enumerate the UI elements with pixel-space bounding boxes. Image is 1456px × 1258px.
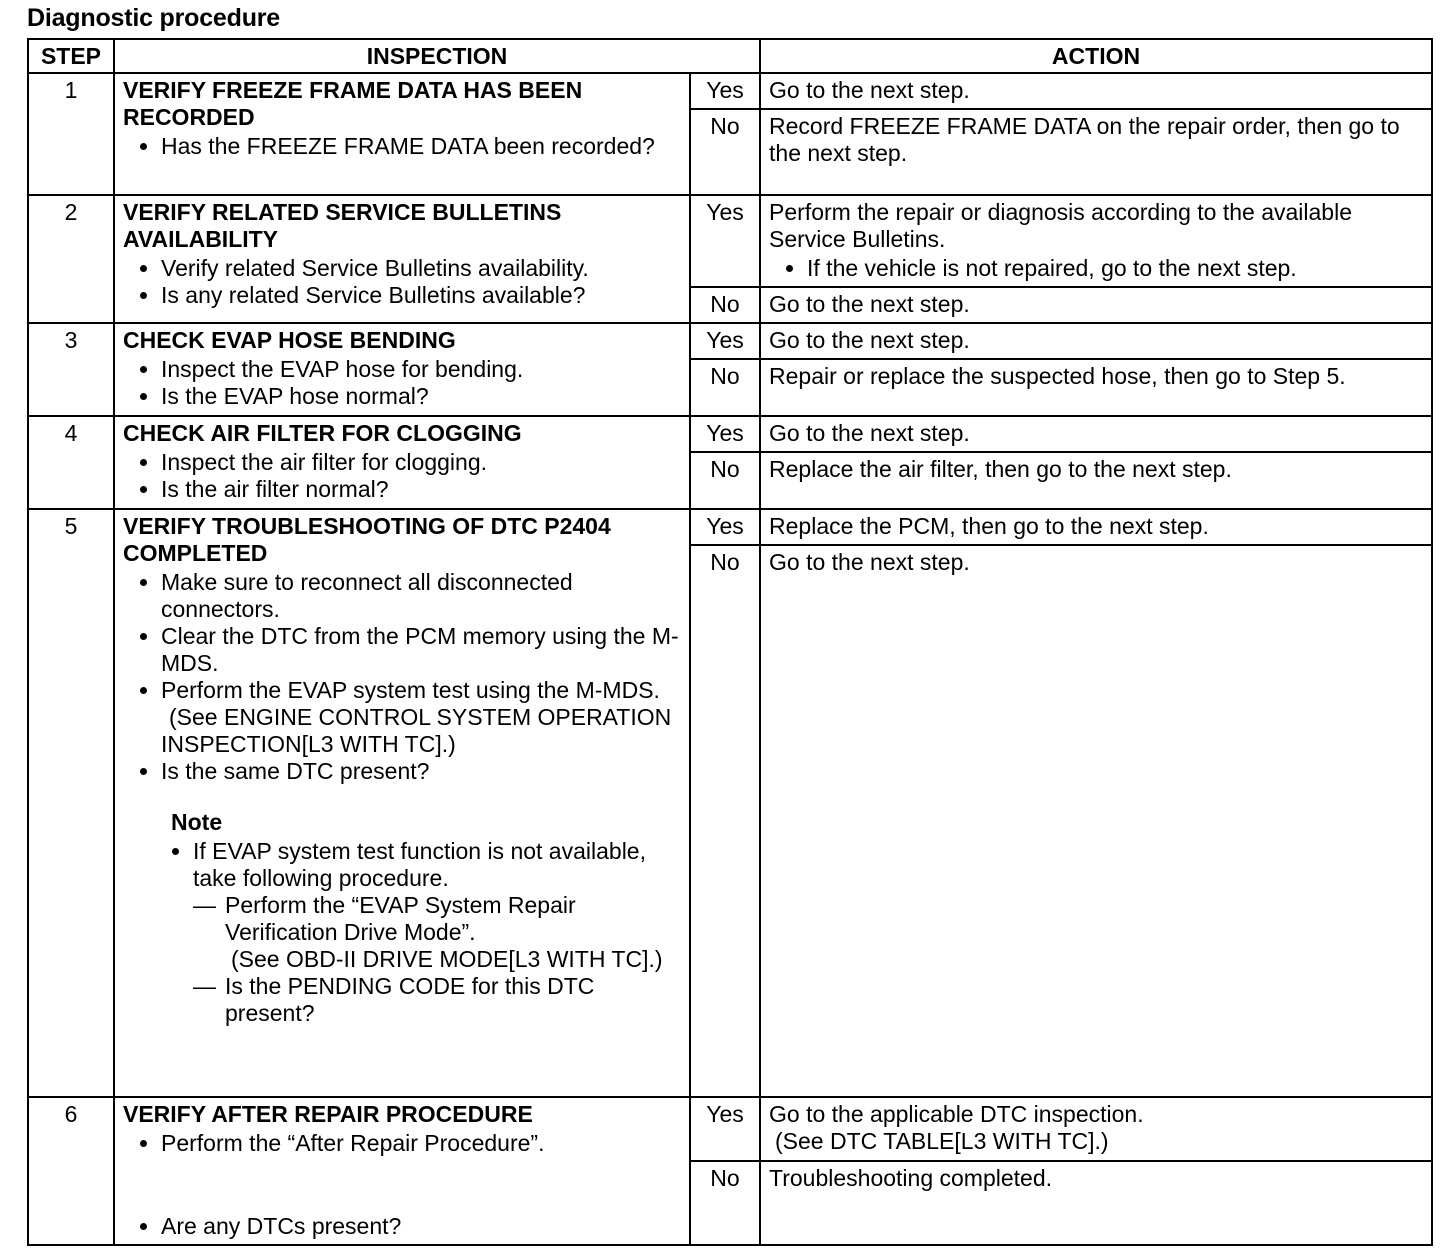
table-row [28,509,1432,545]
inspection-header: INSPECTION [114,39,760,73]
yes-action-cell [760,1097,1432,1161]
yes-label: Yes [690,73,760,109]
inspection-bullet: • Verify related Service Bulletins availability. [161,255,683,282]
action-header: ACTION [760,39,1432,73]
no-action: Replace the air filter, then go to the next step. [760,452,1432,509]
reference-link[interactable]: (See DTC TABLE[L3 WITH TC].) [775,1128,1109,1154]
step-number: 4 [28,416,114,509]
yes-action-bullet: • If the vehicle is not repaired, go to the next step. [807,255,1425,282]
yes-action: Perform the repair or diagnosis according to the available Service Bulletins. [769,199,1353,252]
inspection-cell [114,195,690,323]
inspection-bullet: • Has the FREEZE FRAME DATA been recorded? [161,133,683,160]
yes-label: Yes [690,323,760,359]
step-heading: CHECK EVAP HOSE BENDING [123,327,456,353]
yes-action: Go to the next step. [760,323,1432,359]
yes-label: Yes [690,509,760,545]
yes-label: Yes [690,1097,760,1161]
page-title: Diagnostic procedure [27,4,280,32]
note-dash-item [193,892,683,973]
inspection-bullet: • Make sure to reconnect all disconnected connectors. [161,569,683,623]
inspection-cell [114,1097,690,1245]
inspection-bullet [161,677,683,758]
inspection-bullet: • Perform the “After Repair Procedure”. [161,1130,683,1157]
note-dash-item: — Is the PENDING CODE for this DTC present? [193,973,683,1027]
inspection-bullet: • Is the same DTC present? [161,758,683,785]
inspection-bullet: • Is the EVAP hose normal? [161,383,683,410]
inspection-bullet: • Clear the DTC from the PCM memory using the M-MDS. [161,623,683,677]
yes-label: Yes [690,195,760,287]
step-number: 3 [28,323,114,416]
inspection-cell [114,73,690,195]
no-action: Go to the next step. [760,287,1432,323]
no-label: No [690,287,760,323]
step-heading: VERIFY FREEZE FRAME DATA HAS BEEN RECORDED [123,77,583,130]
no-label: No [690,452,760,509]
table-row [28,416,1432,452]
table-row [28,195,1432,287]
no-action: Record FREEZE FRAME DATA on the repair order, then go to the next step. [760,109,1432,195]
table-row [28,323,1432,359]
step-number: 6 [28,1097,114,1245]
table-row [28,1097,1432,1161]
header-row [28,39,1432,73]
inspection-bullet: • Is the air filter normal? [161,476,683,503]
step-number: 2 [28,195,114,323]
step-heading: VERIFY TROUBLESHOOTING OF DTC P2404 COMPLETED [123,513,611,566]
note-label: Note [171,809,223,835]
inspection-bullet-text: Perform the EVAP system test using the M-MDS. [161,677,660,703]
step-header: STEP [28,39,114,73]
table-row [28,73,1432,109]
inspection-bullet: • Inspect the air filter for clogging. [161,449,683,476]
yes-action: Go to the next step. [760,416,1432,452]
note-block [123,809,683,836]
no-label: No [690,359,760,416]
note-dash-text: Perform the “EVAP System Repair Verification Drive Mode”. [225,892,576,945]
inspection-cell [114,323,690,416]
step-number: 1 [28,73,114,195]
inspection-cell [114,416,690,509]
reference-link[interactable]: (See OBD-II DRIVE MODE[L3 WITH TC].) [231,946,663,972]
step-heading: VERIFY RELATED SERVICE BULLETINS AVAILABILITY [123,199,562,252]
step-heading: CHECK AIR FILTER FOR CLOGGING [123,420,522,446]
no-label: No [690,545,760,1097]
yes-action: Replace the PCM, then go to the next step. [760,509,1432,545]
inspection-bullet: • Are any DTCs present? [161,1213,683,1240]
note-bullet [193,838,683,1027]
inspection-cell [114,509,690,1097]
no-action: Troubleshooting completed. [760,1161,1432,1245]
step-heading: VERIFY AFTER REPAIR PROCEDURE [123,1101,533,1127]
yes-action: Go to the next step. [760,73,1432,109]
no-action: Repair or replace the suspected hose, then go to Step 5. [760,359,1432,416]
inspection-bullet: • Inspect the EVAP hose for bending. [161,356,683,383]
yes-action: Go to the applicable DTC inspection. [769,1101,1144,1127]
no-action: Go to the next step. [760,545,1432,1097]
no-label: No [690,1161,760,1245]
no-label: No [690,109,760,195]
diagnostic-procedure-table [27,38,1433,1246]
yes-label: Yes [690,416,760,452]
note-bullet-text: If EVAP system test function is not available, take following procedure. [193,838,646,891]
reference-link[interactable]: (See ENGINE CONTROL SYSTEM OPERATION INSPECTION[L3 WITH TC].) [161,704,672,757]
inspection-bullet: • Is any related Service Bulletins available? [161,282,683,309]
step-number: 5 [28,509,114,1097]
yes-action-cell [760,195,1432,287]
